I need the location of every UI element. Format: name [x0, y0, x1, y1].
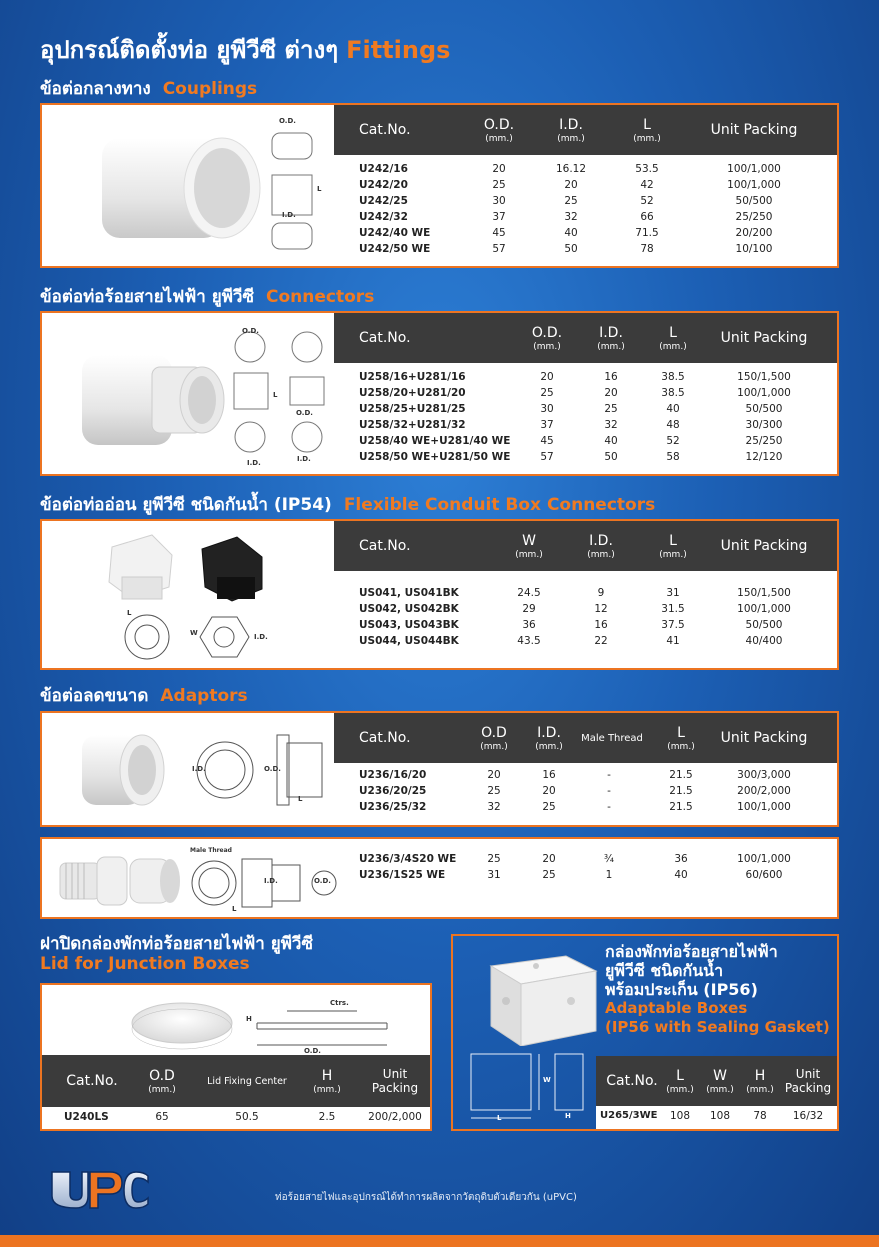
cell: 40/400: [745, 635, 783, 647]
cell-cat: US044, US044BK: [359, 635, 459, 647]
threaded-adaptor-image: [52, 845, 337, 915]
cell: 29: [522, 603, 536, 615]
col-cat: Cat.No.: [66, 1073, 118, 1089]
table-row: [42, 1111, 430, 1127]
cell-cat: U242/20: [359, 179, 408, 191]
table-row: [334, 785, 837, 801]
box-heading-thai-1: กล่องพักท่อร้อยสายไฟฟ้า: [605, 942, 778, 961]
lid-heading-thai: ฝาปิดกล่องพักท่อร้อยสายไฟฟ้า ยูพีวีซี: [40, 934, 313, 954]
cell: 25: [487, 853, 501, 865]
cell: 200/2,000: [737, 785, 791, 797]
cell: 25: [604, 403, 618, 415]
flexible-panel: [40, 519, 839, 670]
connectors-heading-english: Connectors: [266, 287, 375, 307]
cell: 37: [540, 419, 554, 431]
cell: ¾: [603, 853, 615, 865]
cell: 30/300: [745, 419, 783, 431]
cell: 16: [542, 769, 556, 781]
cell: 78: [640, 243, 654, 255]
col-h-unit: (mm.): [746, 1084, 774, 1095]
cell: 50.5: [235, 1111, 259, 1123]
table-row: [334, 179, 837, 195]
cell-cat: US042, US042BK: [359, 603, 459, 615]
col-l-unit: (mm.): [659, 341, 687, 352]
cell: 20: [540, 371, 554, 383]
cell: 58: [666, 451, 680, 463]
col-l: L: [677, 724, 685, 741]
cell: 37.5: [661, 619, 685, 631]
cell: 50/500: [745, 403, 783, 415]
table-row: [334, 619, 837, 635]
box-heading-english-2: (IP56 with Sealing Gasket): [605, 1018, 830, 1036]
adaptors-table-2: [334, 839, 837, 917]
col-l-unit: (mm.): [659, 549, 687, 560]
box-heading: [605, 942, 835, 1037]
col-cat: Cat.No.: [359, 538, 411, 554]
connectors-table: [334, 313, 837, 474]
table-row: [334, 635, 837, 651]
col-l-unit: (mm.): [667, 741, 695, 752]
cell: 50/500: [745, 619, 783, 631]
table-row: [334, 387, 837, 403]
table-row: [334, 435, 837, 451]
cell: 48: [666, 419, 680, 431]
flexible-l-dim: L: [127, 609, 132, 617]
col-od-unit: (mm.): [485, 133, 513, 144]
cell: 40: [604, 435, 618, 447]
footer-note: ท่อร้อยสายไฟและอุปกรณ์ได้ทำการผลิตจากวัตถุดิบตัวเดียวกัน (uPVC): [275, 1192, 577, 1203]
cell: 40: [674, 869, 688, 881]
adaptors-heading-english: Adaptors: [160, 686, 248, 706]
adaptors-panel: [40, 711, 839, 827]
cell: 40: [666, 403, 680, 415]
cell: 300/3,000: [737, 769, 791, 781]
cell-cat: US041, US041BK: [359, 587, 459, 599]
col-h: H: [321, 1067, 333, 1084]
connectors-panel: [40, 311, 839, 476]
cell: 25: [542, 869, 556, 881]
col-pack-1: Unit: [795, 1067, 821, 1081]
col-l: L: [669, 532, 677, 549]
adaptors-image-area: [42, 713, 336, 825]
box-rows: [596, 1110, 837, 1126]
col-fix: Lid Fixing Center: [207, 1076, 287, 1087]
cell-cat: U258/50 WE+U281/50 WE: [359, 451, 511, 463]
lid-h-dim: H: [246, 1015, 252, 1023]
cell: 31.5: [661, 603, 685, 615]
cell: 20: [492, 163, 506, 175]
col-od: O.D: [481, 724, 507, 741]
cell: 100/1,000: [727, 179, 781, 191]
cell: 25: [487, 785, 501, 797]
table-row: [334, 403, 837, 419]
adaptors-table-header: [334, 713, 837, 763]
flexible-table: [334, 521, 837, 668]
cell-cat: U265/3WE: [600, 1110, 658, 1121]
box-panel: [451, 934, 839, 1131]
cell: 25/250: [735, 211, 773, 223]
table-row: [334, 419, 837, 435]
cell: 71.5: [635, 227, 659, 239]
cell-cat: U236/1S25 WE: [359, 869, 446, 881]
cell-cat: U242/25: [359, 195, 408, 207]
title-thai: อุปกรณ์ติดตั้งท่อ ยูพีวีซี ต่างๆ: [40, 36, 339, 64]
cell: 36: [522, 619, 536, 631]
table-row: [334, 195, 837, 211]
cell: 108: [709, 1110, 731, 1122]
col-od: O.D.: [531, 324, 563, 341]
cell: 20: [542, 853, 556, 865]
box-dimension-drawing: [463, 1048, 588, 1124]
col-id-unit: (mm.): [597, 341, 625, 352]
page-title: [40, 30, 450, 69]
adaptors-heading-thai: ข้อต่อลดขนาด: [40, 686, 149, 706]
cell: 150/1,500: [737, 587, 791, 599]
cell-cat: U258/40 WE+U281/40 WE: [359, 435, 511, 447]
cell-cat: U242/40 WE: [359, 227, 431, 239]
flexible-id-dim: I.D.: [254, 633, 268, 641]
couplings-table: [334, 105, 837, 266]
col-h-unit: (mm.): [313, 1084, 341, 1095]
box-l-dim: L: [497, 1114, 502, 1122]
adaptor2-id-dim: I.D.: [264, 877, 278, 885]
col-l: L: [676, 1067, 684, 1084]
table-row: [334, 587, 837, 603]
cell: 57: [540, 451, 554, 463]
bottom-bar: [0, 1235, 879, 1247]
cell: 30: [492, 195, 506, 207]
cell: 60/600: [745, 869, 783, 881]
cell: 57: [492, 243, 506, 255]
lid-panel: [40, 983, 432, 1131]
connectors-heading: [40, 283, 374, 310]
cell: 50/500: [735, 195, 773, 207]
flexible-heading: [40, 491, 655, 518]
col-h: H: [754, 1067, 766, 1084]
col-pack: Unit Packing: [720, 330, 808, 346]
adaptor-l-dim: L: [298, 795, 303, 803]
col-pack-1: Unit: [382, 1067, 408, 1081]
flexible-heading-thai: ข้อต่อท่ออ่อน ยูพีวีซี ชนิดกันน้ำ (IP54): [40, 495, 332, 515]
cell: 20: [604, 387, 618, 399]
cell: 40: [564, 227, 578, 239]
cell: 50: [604, 451, 618, 463]
cell: 66: [640, 211, 654, 223]
couplings-table-header: [334, 105, 837, 155]
col-id-unit: (mm.): [557, 133, 585, 144]
cell: 65: [155, 1111, 169, 1123]
connector-od-dim-2: O.D.: [296, 409, 313, 417]
cell: -: [607, 769, 611, 781]
cell-cat: U242/16: [359, 163, 408, 175]
cell: 1: [605, 869, 613, 881]
table-row: [334, 603, 837, 619]
cell: 38.5: [661, 371, 685, 383]
cell: 100/1,000: [737, 801, 791, 813]
col-id: I.D.: [599, 324, 623, 341]
col-w-unit: (mm.): [706, 1084, 734, 1095]
flexible-w-dim: W: [190, 629, 198, 637]
cell: 108: [669, 1110, 691, 1122]
cell: 22: [594, 635, 608, 647]
col-id-unit: (mm.): [535, 741, 563, 752]
junction-box-image: [481, 946, 611, 1046]
connector-l-dim: L: [273, 391, 278, 399]
lid-heading: [40, 934, 440, 974]
cell: 16/32: [792, 1110, 824, 1122]
cell: 200/2,000: [368, 1111, 422, 1123]
cell-cat: U258/25+U281/25: [359, 403, 466, 415]
coupling-od-dim: O.D.: [279, 117, 296, 125]
cell: 36: [674, 853, 688, 865]
cell: 42: [640, 179, 654, 191]
adaptor2-od-dim: O.D.: [314, 877, 331, 885]
cell: 43.5: [517, 635, 541, 647]
box-table-header: [596, 1056, 837, 1106]
lid-od-dim: O.D.: [304, 1047, 321, 1055]
cell: 20: [542, 785, 556, 797]
cell: 20/200: [735, 227, 773, 239]
adaptors-panel-2: [40, 837, 839, 919]
cell: 25: [542, 801, 556, 813]
cell: 21.5: [669, 801, 693, 813]
cell: 21.5: [669, 769, 693, 781]
col-id: I.D.: [559, 116, 583, 133]
cell: 150/1,500: [737, 371, 791, 383]
cell: 31: [487, 869, 501, 881]
box-h-dim: H: [565, 1112, 571, 1120]
lid-ctrs-dim: Ctrs.: [330, 999, 349, 1007]
table-row: [334, 451, 837, 467]
cell: 45: [540, 435, 554, 447]
cell: 53.5: [635, 163, 659, 175]
cell: -: [607, 785, 611, 797]
cell: 30: [540, 403, 554, 415]
flexible-image-area: [42, 521, 336, 668]
cell: 41: [666, 635, 680, 647]
col-cat: Cat.No.: [359, 730, 411, 746]
col-pack: Unit Packing: [720, 730, 808, 746]
adaptors-heading: [40, 682, 248, 709]
cell: 25/250: [745, 435, 783, 447]
cell: 32: [604, 419, 618, 431]
adaptors-image-area-2: [42, 839, 336, 917]
col-id-unit: (mm.): [587, 549, 615, 560]
box-heading-thai-3: พร้อมประเก็น (IP56): [605, 980, 758, 999]
cell: 12: [594, 603, 608, 615]
coupling-l-dim: L: [317, 185, 322, 193]
col-od: O.D: [149, 1067, 175, 1084]
table-row: [334, 227, 837, 243]
cell: 16: [604, 371, 618, 383]
col-id: I.D.: [537, 724, 561, 741]
col-pack-2: Packing: [784, 1081, 832, 1095]
col-cat: Cat.No.: [359, 330, 411, 346]
box-heading-thai-2: ยูพีวีซี ชนิดกันน้ำ: [605, 961, 724, 980]
cell-cat: U236/3/4S20 WE: [359, 853, 457, 865]
cell: 21.5: [669, 785, 693, 797]
connector-image: [72, 325, 332, 465]
cell: 16: [594, 619, 608, 631]
cell: 20: [564, 179, 578, 191]
table-row: [334, 211, 837, 227]
cell-cat: U242/32: [359, 211, 408, 223]
cell: 38.5: [661, 387, 685, 399]
couplings-heading-thai: ข้อต่อกลางทาง: [40, 79, 151, 99]
col-pack: Unit Packing: [720, 538, 808, 554]
cell: 16.12: [555, 163, 587, 175]
cell: 10/100: [735, 243, 773, 255]
adaptors-rows-2: [334, 853, 837, 885]
table-row: [334, 371, 837, 387]
cell: 100/1,000: [727, 163, 781, 175]
col-l-unit: (mm.): [666, 1084, 694, 1095]
cell: 45: [492, 227, 506, 239]
upc-logo: [48, 1168, 152, 1210]
connectors-image-area: [42, 313, 336, 474]
cell: 100/1,000: [737, 603, 791, 615]
cell: 52: [640, 195, 654, 207]
cell: 2.5: [318, 1111, 336, 1123]
col-l: L: [643, 116, 651, 133]
cell: 24.5: [517, 587, 541, 599]
cell: 25: [564, 195, 578, 207]
cell: 52: [666, 435, 680, 447]
table-row: [596, 1110, 837, 1126]
adaptor2-l-dim: L: [232, 905, 237, 913]
cell: -: [607, 801, 611, 813]
cell-cat: U236/16/20: [359, 769, 427, 781]
lid-image: [127, 993, 427, 1063]
connector-id-dim-2: I.D.: [297, 455, 311, 463]
adaptors-table: [334, 713, 837, 825]
cell: 20: [487, 769, 501, 781]
lid-rows: [42, 1111, 430, 1127]
table-row: [334, 163, 837, 179]
cell-cat: U258/16+U281/16: [359, 371, 466, 383]
col-pack-2: Packing: [371, 1081, 419, 1095]
cell-cat: U240LS: [64, 1111, 109, 1123]
flexible-table-header: [334, 521, 837, 571]
table-row: [334, 869, 837, 885]
cell-cat: US043, US043BK: [359, 619, 459, 631]
cell-cat: U236/25/32: [359, 801, 427, 813]
adaptor-thread-dim: Male Thread: [190, 847, 232, 854]
adaptor-id-dim: I.D.: [192, 765, 206, 773]
table-row: [334, 769, 837, 785]
col-w: W: [713, 1067, 727, 1084]
cell: 9: [597, 587, 605, 599]
cell: 50: [564, 243, 578, 255]
col-od-unit: (mm.): [148, 1084, 176, 1095]
box-table: [596, 1056, 837, 1129]
col-od: O.D.: [483, 116, 515, 133]
cell: 78: [753, 1110, 767, 1122]
couplings-heading: [40, 75, 257, 102]
cell-cat: U258/32+U281/32: [359, 419, 466, 431]
col-cat: Cat.No.: [359, 122, 411, 138]
title-english: Fittings: [346, 36, 451, 64]
upc-logo-icon: [48, 1168, 152, 1210]
cell-cat: U258/20+U281/20: [359, 387, 466, 399]
connector-od-dim: O.D.: [242, 327, 259, 335]
cell: 32: [564, 211, 578, 223]
adaptor-od-dim: O.D.: [264, 765, 281, 773]
lid-table-header: [42, 1055, 430, 1107]
cell: 25: [492, 179, 506, 191]
table-row: [334, 853, 837, 869]
box-w-dim: W: [543, 1076, 551, 1084]
cell: 32: [487, 801, 501, 813]
couplings-panel: [40, 103, 839, 268]
adaptors-rows: [334, 769, 837, 817]
flexible-rows: [334, 587, 837, 651]
cell: 31: [666, 587, 680, 599]
col-thread: Male Thread: [581, 733, 643, 744]
col-id: I.D.: [589, 532, 613, 549]
connector-id-dim: I.D.: [247, 459, 261, 467]
connectors-table-header: [334, 313, 837, 363]
col-l: L: [669, 324, 677, 341]
table-row: [334, 801, 837, 817]
col-od-unit: (mm.): [480, 741, 508, 752]
cell: 12/120: [745, 451, 783, 463]
cell: 37: [492, 211, 506, 223]
cell-cat: U236/20/25: [359, 785, 427, 797]
connectors-rows: [334, 371, 837, 467]
cell: 100/1,000: [737, 853, 791, 865]
lid-heading-english: Lid for Junction Boxes: [40, 954, 250, 974]
col-l-unit: (mm.): [633, 133, 661, 144]
flexible-heading-english: Flexible Conduit Box Connectors: [343, 495, 656, 515]
flexible-connector-image: [97, 527, 327, 667]
cell-cat: U242/50 WE: [359, 243, 431, 255]
couplings-heading-english: Couplings: [162, 79, 258, 99]
col-w-unit: (mm.): [515, 549, 543, 560]
couplings-rows: [334, 163, 837, 259]
table-row: [334, 243, 837, 259]
coupling-id-dim: I.D.: [282, 211, 296, 219]
cell: 100/1,000: [737, 387, 791, 399]
coupling-image: [82, 123, 322, 253]
cell: 25: [540, 387, 554, 399]
col-cat: Cat.No.: [606, 1073, 658, 1089]
col-od-unit: (mm.): [533, 341, 561, 352]
connectors-heading-thai: ข้อต่อท่อร้อยสายไฟฟ้า ยูพีวีซี: [40, 287, 255, 307]
couplings-image-area: [42, 105, 336, 266]
col-pack: Unit Packing: [710, 122, 798, 138]
box-heading-english-1: Adaptable Boxes: [605, 999, 748, 1017]
col-w: W: [522, 532, 536, 549]
